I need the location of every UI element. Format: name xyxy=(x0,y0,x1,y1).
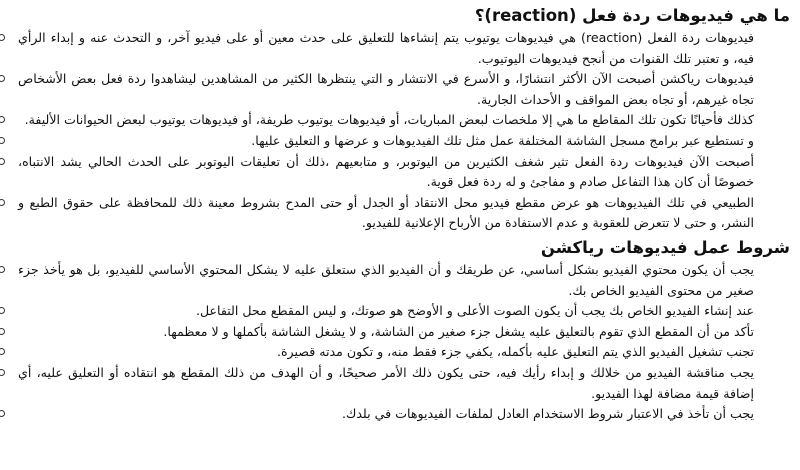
list-item: يجب أن تأخذ في الاعتبار شروط الاستخدام العادل لملفات الفيديوهات في بلدك. xyxy=(18,404,754,425)
list-item: تأكد من أن المقطع الذي تقوم بالتعليق عليه يشغل جزء صغير من الشاشة، و لا يشغل الشاشة بأكملها و لا معظمها. xyxy=(18,322,754,343)
list-item: و تستطيع عبر برامج مسجل الشاشة المختلفة عمل مثل تلك الفيديوهات و عرضها و التعليق عليها. xyxy=(18,131,754,152)
bullet-list xyxy=(18,28,790,234)
list-item: تجنب تشغيل الفيديو الذي يتم التعليق عليه بأكمله، يكفي جزء فقط منه، و تكون مدته قصيرة. xyxy=(18,342,754,363)
list-item: الطبيعي في تلك الفيديوهات هو عرض مقطع فيديو محل الانتقاد أو الجدل أو حتى المدح بشروط معينة ذلك للمحافظة على حقوق الطبع و النشر، و حتى لا تتعرض للعقوبة و عدم الاستفادة من الأرباح الإعلانية للفيديو. xyxy=(18,193,754,234)
list-item: يجب أن يكون محتوي الفيديو بشكل أساسي، عن طريقك و أن الفيديو الذي ستعلق عليه لا يشكل المحتوي الأساسي للفيديو، بل هو يأخذ جزء صغير من محتوى الفيديو الخاص بك. xyxy=(18,260,754,301)
list-item: أصبحت الآن فيديوهات ردة الفعل تثير شغف الكثيرين من اليوتوبر، و متابعيهم ،ذلك أن تعليقات اليوتوبر على الحدث الحالي يشد الانتباه، خصوصًا أن كان هذا التفاعل صادم و مفاجئ و له ردة فعل قوية. xyxy=(18,152,754,193)
section-heading: ما هي فيديوهات ردة فعل (reaction)؟ xyxy=(474,6,790,25)
list-item: يجب مناقشة الفيديو من خلالك و إبداء رأيك فيه، حتى يكون ذلك الأمر صحيحًا، و أن الهدف من ذلك المقطع هو انتقاده أو التعليق عليه، أي إضافة قيمة مضافة لهذا الفيديو. xyxy=(18,363,754,404)
list-item: عند إنشاء الفيديو الخاص بك يجب أن يكون الصوت الأعلى و الأوضح هو صوتك، و ليس المقطع محل التفاعل. xyxy=(18,301,754,322)
bullet-list xyxy=(18,260,790,425)
list-item: فيديوهات ردة الفعل (reaction) هي فيديوهات يوتيوب يتم إنشاءها للتعليق على حدث معين أو على فيديو آخر، و التحدث عنه و إبداء الرأي فيه، و تعتبر تلك القنوات من أنجح فيديوهات اليوتيوب. xyxy=(18,28,754,69)
section-heading: شروط عمل فيديوهات رياكشن xyxy=(540,237,790,257)
section-what-are-reaction-videos xyxy=(18,4,790,234)
section-reaction-video-conditions xyxy=(18,236,790,425)
list-item: فيديوهات رياكشن أصبحت الآن الأكثر انتشارًا، و الأسرع في الانتشار و التي ينتظرها الكثير من المشاهدين ليشاهدوا ردة فعل بعض الأشخاص تجاه غيرهم، أو تجاه بعض المواقف و الأحداث الجارية. xyxy=(18,69,754,110)
list-item: كذلك فأحيانًا تكون تلك المقاطع ما هي إلا ملخصات لبعض المباريات، أو فيديوهات يوتيوب طريفة، أو فيديوهات يوتيوب لبعض الحيوانات الأليفة. xyxy=(18,110,754,131)
